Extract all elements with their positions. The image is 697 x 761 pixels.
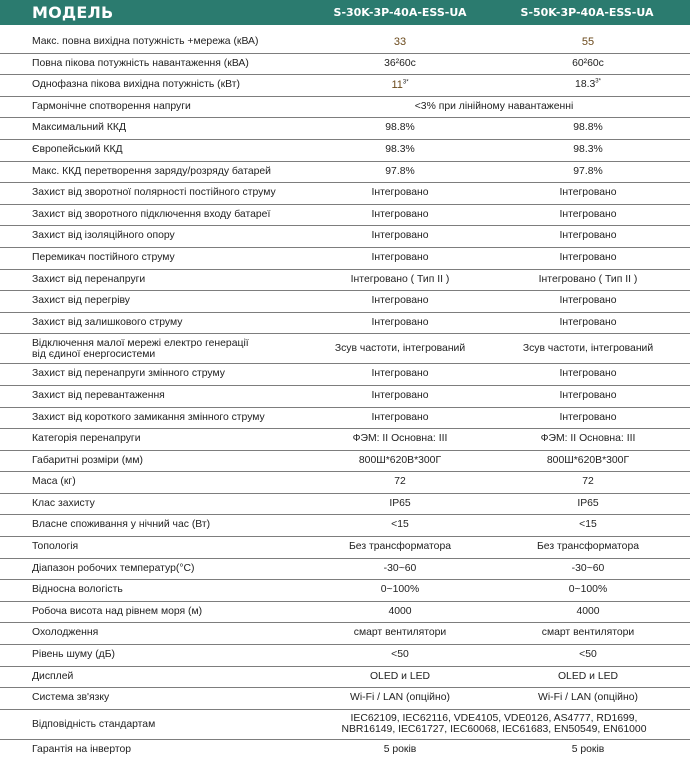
value-model-2: 55 bbox=[581, 36, 595, 48]
value-model-2: Інтегровано bbox=[559, 208, 617, 220]
table-row bbox=[0, 97, 690, 119]
value-model-2: Інтегровано ( Тип II ) bbox=[538, 273, 638, 285]
table-row bbox=[0, 688, 690, 710]
table-row bbox=[0, 645, 690, 667]
value-model-1: 72 bbox=[394, 476, 406, 488]
table-row bbox=[0, 32, 690, 54]
value-model-1: Інтегровано bbox=[371, 389, 429, 401]
row-label-line: від єдиної енергосистеми bbox=[32, 349, 156, 361]
row-label: Макс. ККД перетворення заряду/розряду батарей bbox=[32, 165, 271, 177]
value-model-2: Інтегровано bbox=[559, 368, 617, 380]
row-label: Клас захисту bbox=[32, 497, 95, 509]
row-label: Захист від перенапруги змінного струму bbox=[32, 368, 225, 380]
value-model-1: <50 bbox=[391, 649, 409, 661]
table-row bbox=[0, 270, 690, 292]
value-model-1: 36²60с bbox=[384, 57, 416, 69]
row-label: Категорія перенапруги bbox=[32, 433, 141, 445]
value-model-1: Інтегровано bbox=[371, 295, 429, 307]
table-row bbox=[0, 226, 690, 248]
value-model-2: Інтегровано bbox=[559, 389, 617, 401]
row-label: Захист від зворотного підключення входу батареї bbox=[32, 208, 271, 220]
row-label: Повна пікова потужність навантаження (кВА) bbox=[32, 57, 249, 69]
table-row bbox=[0, 75, 690, 97]
value-model-2: 4000 bbox=[576, 605, 600, 617]
value-model-1: IP65 bbox=[389, 497, 411, 509]
value-model-1: Інтегровано ( Тип II ) bbox=[350, 273, 450, 285]
value-model-2: 60²60с bbox=[572, 57, 604, 69]
row-label: Охолодження bbox=[32, 627, 99, 639]
row-label: Діапазон робочих температур(°C) bbox=[32, 562, 195, 574]
row-label: Захист від перегріву bbox=[32, 295, 131, 307]
table-row bbox=[0, 429, 690, 451]
row-label: Гармонічне спотворення напруги bbox=[32, 100, 191, 112]
value-number: 18.3 bbox=[575, 79, 596, 91]
value-both-models: <3% при лінійному навантаженні bbox=[414, 100, 574, 112]
value-model-2: <50 bbox=[579, 649, 597, 661]
model-name-1: S-30K-3P-40A-ESS-UA bbox=[333, 6, 467, 19]
table-row bbox=[0, 291, 690, 313]
table-row bbox=[0, 559, 690, 581]
table-row bbox=[0, 118, 690, 140]
row-label: Захист від перевантаження bbox=[32, 389, 165, 401]
row-label: Дисплей bbox=[32, 670, 74, 682]
row-label bbox=[32, 338, 249, 360]
value-model-1: Інтегровано bbox=[371, 230, 429, 242]
value-model-1: <15 bbox=[391, 519, 409, 531]
model-name-2: S-50K-3P-40A-ESS-UA bbox=[520, 6, 654, 19]
row-label: Захист від залишкового струму bbox=[32, 316, 183, 328]
table-row bbox=[0, 667, 690, 689]
table-row bbox=[0, 580, 690, 602]
value-model-1: 4000 bbox=[388, 605, 412, 617]
value-model-2: Інтегровано bbox=[559, 411, 617, 423]
row-label: Система зв'язку bbox=[32, 692, 110, 704]
value-model-2: Інтегровано bbox=[559, 295, 617, 307]
value-model-2: Зсув частоти, інтегрований bbox=[522, 343, 654, 355]
table-row bbox=[0, 408, 690, 430]
table-row bbox=[0, 248, 690, 270]
table-row bbox=[0, 515, 690, 537]
table-row bbox=[0, 205, 690, 227]
table-row bbox=[0, 602, 690, 624]
value-model-2: 5 років bbox=[571, 743, 605, 755]
value-model-1: 98.8% bbox=[385, 122, 415, 134]
value-model-1: Wi-Fi / LAN (опційно) bbox=[350, 692, 450, 704]
value-model-1 bbox=[300, 75, 500, 96]
value-model-2: Інтегровано bbox=[559, 251, 617, 263]
value-model-1: 98.3% bbox=[385, 143, 415, 155]
value-model-2: 98.8% bbox=[573, 122, 603, 134]
value-model-2: 800Ш*620В*300Г bbox=[546, 454, 630, 466]
row-label: Європейський ККД bbox=[32, 143, 123, 155]
value-model-1: 0~100% bbox=[380, 584, 420, 596]
row-label: Власне споживання у нічний час (Вт) bbox=[32, 519, 211, 531]
value-model-2: 72 bbox=[582, 476, 594, 488]
model-heading: МОДЕЛЬ bbox=[32, 3, 114, 22]
value-both-models bbox=[300, 713, 688, 735]
value-model-1: Інтегровано bbox=[371, 368, 429, 380]
value-model-1: 5 років bbox=[383, 743, 417, 755]
value-model-2: смарт вентилятори bbox=[541, 627, 635, 639]
table-row bbox=[0, 54, 690, 76]
value-model-2: -30~60 bbox=[571, 562, 605, 574]
row-label: Топологія bbox=[32, 541, 79, 553]
table-row bbox=[0, 183, 690, 205]
row-label: Максимальний ККД bbox=[32, 122, 126, 134]
footnote-mark: 3* bbox=[595, 78, 601, 85]
value-number: 11 bbox=[391, 79, 403, 92]
value-model-2: IP65 bbox=[577, 497, 599, 509]
row-label: Рівень шуму (дБ) bbox=[32, 649, 116, 661]
row-label-line: Відключення малої мережі електро генерації bbox=[32, 338, 249, 350]
table-row bbox=[0, 140, 690, 162]
value-model-2: <15 bbox=[579, 519, 597, 531]
value-model-2: Інтегровано bbox=[559, 187, 617, 199]
value-model-2: Інтегровано bbox=[559, 316, 617, 328]
value-model-1: 800Ш*620В*300Г bbox=[358, 454, 442, 466]
value-model-1: Інтегровано bbox=[371, 411, 429, 423]
row-label: Габаритні розміри (мм) bbox=[32, 454, 143, 466]
table-row bbox=[0, 313, 690, 335]
value-model-2: ФЭМ: II Основна: III bbox=[540, 433, 636, 445]
row-label: Захист від перенапруги bbox=[32, 273, 146, 285]
row-label: Захист від зворотної полярності постійного струму bbox=[32, 187, 276, 199]
value-model-1: -30~60 bbox=[383, 562, 417, 574]
table-row bbox=[0, 334, 690, 364]
table-row bbox=[0, 710, 690, 740]
value-model-1: 97.8% bbox=[385, 165, 415, 177]
row-label: Маса (кг) bbox=[32, 476, 76, 488]
table-row bbox=[0, 623, 690, 645]
value-model-2: Без трансформатора bbox=[536, 541, 640, 553]
value-model-1: Інтегровано bbox=[371, 208, 429, 220]
row-label: Макс. повна вихідна потужність +мережа (кВА) bbox=[32, 36, 259, 47]
table-row bbox=[0, 451, 690, 473]
spec-table bbox=[0, 32, 690, 761]
row-label: Захист від ізоляційного опору bbox=[32, 230, 175, 242]
row-label: Робоча висота над рівнем моря (м) bbox=[32, 605, 203, 617]
table-row bbox=[0, 162, 690, 184]
table-row bbox=[0, 740, 690, 761]
value-model-1: 33 bbox=[393, 36, 407, 48]
value-model-2: OLED и LED bbox=[557, 670, 619, 682]
value-model-1: смарт вентилятори bbox=[353, 627, 447, 639]
table-row bbox=[0, 386, 690, 408]
value-model-1: Інтегровано bbox=[371, 187, 429, 199]
footnote-mark: 3* bbox=[402, 79, 409, 86]
table-row bbox=[0, 537, 690, 559]
value-model-1: OLED и LED bbox=[369, 670, 431, 682]
value-model-1: Без трансформатора bbox=[348, 541, 452, 553]
standards-line: IEC62109, IEC62116, VDE4105, VDE0126, AS4777, RD1699, bbox=[350, 712, 638, 724]
value-model-1: Зсув частоти, інтегрований bbox=[334, 343, 466, 355]
standards-line: NBR16149, IEC61727, IEC60068, IEC61683, EN50549, EN61000 bbox=[341, 723, 647, 735]
value-model-2: 97.8% bbox=[573, 165, 603, 177]
row-label: Відносна вологість bbox=[32, 584, 123, 596]
value-model-2: 0~100% bbox=[568, 584, 608, 596]
row-label: Захист від короткого замикання змінного струму bbox=[32, 411, 265, 423]
table-row bbox=[0, 472, 690, 494]
value-model-1: ФЭМ: II Основна: III bbox=[352, 433, 448, 445]
value-model-2: 98.3% bbox=[573, 143, 603, 155]
row-label: Перемикач постійного струму bbox=[32, 251, 175, 263]
table-header bbox=[0, 0, 690, 25]
value-model-2: Інтегровано bbox=[559, 230, 617, 242]
row-label: Гарантія на інвертор bbox=[32, 743, 132, 755]
value-model-1: Інтегровано bbox=[371, 251, 429, 263]
row-label: Відповідність стандартам bbox=[32, 718, 156, 730]
value-model-2 bbox=[488, 75, 688, 95]
value-model-2: Wi-Fi / LAN (опційно) bbox=[538, 692, 638, 704]
table-row bbox=[0, 364, 690, 386]
table-row bbox=[0, 494, 690, 516]
value-model-1: Інтегровано bbox=[371, 316, 429, 328]
row-label: Однофазна пікова вихідна потужність (кВт) bbox=[32, 79, 240, 91]
